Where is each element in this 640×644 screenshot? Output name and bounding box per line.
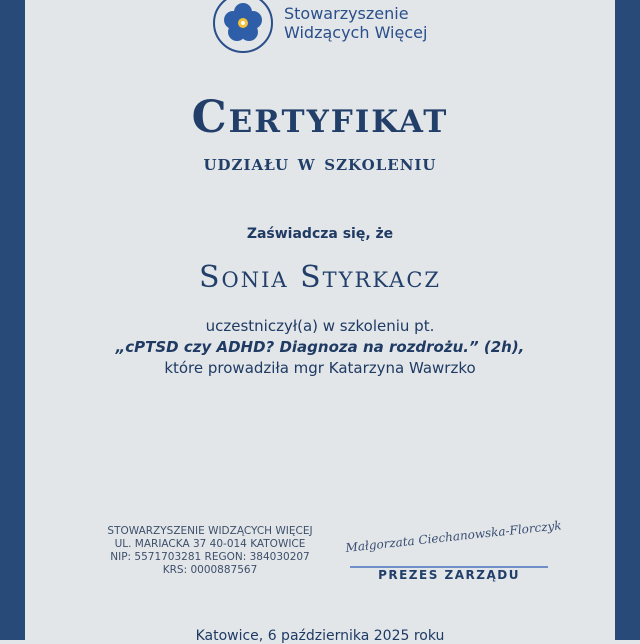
certificate-title: Certyfikat bbox=[191, 92, 449, 143]
course-title: „cPTSD czy ADHD? Diagnoza na rozdrożu.” (2h), bbox=[115, 338, 525, 356]
logo-line-2: Widzących Więcej bbox=[284, 23, 428, 42]
organization-logo bbox=[212, 0, 427, 54]
logo-line-1: Stowarzyszenie bbox=[284, 4, 409, 23]
org-address: UL. MARIACKA 37 40-014 KATOWICE bbox=[114, 538, 306, 550]
certificate-subtitle: udziału w szkoleniu bbox=[203, 150, 437, 176]
signatory-role: PREZES ZARZĄDU bbox=[378, 568, 520, 582]
recipient-name: Sonia Styrkacz bbox=[198, 260, 442, 295]
org-name: STOWARZYSZENIE WIDZĄCYCH WIĘCEJ bbox=[107, 525, 313, 537]
certificate-body bbox=[0, 316, 640, 379]
forget-me-not-flower-icon bbox=[212, 0, 274, 54]
handwritten-signature: Małgorzata Ciechanowska-Florczyk bbox=[344, 518, 563, 555]
org-krs: KRS: 0000887567 bbox=[162, 564, 258, 576]
org-ids: NIP: 5571703281 REGON: 384030207 bbox=[110, 551, 310, 563]
issue-date: Katowice, 6 października 2025 roku bbox=[195, 628, 445, 644]
participation-text: uczestniczył(a) w szkoleniu pt. bbox=[205, 317, 435, 335]
organization-details bbox=[60, 525, 360, 577]
attestation-text: Zaświadcza się, że bbox=[246, 226, 394, 242]
instructor-text: które prowadziła mgr Katarzyna Wawrzko bbox=[164, 359, 476, 377]
